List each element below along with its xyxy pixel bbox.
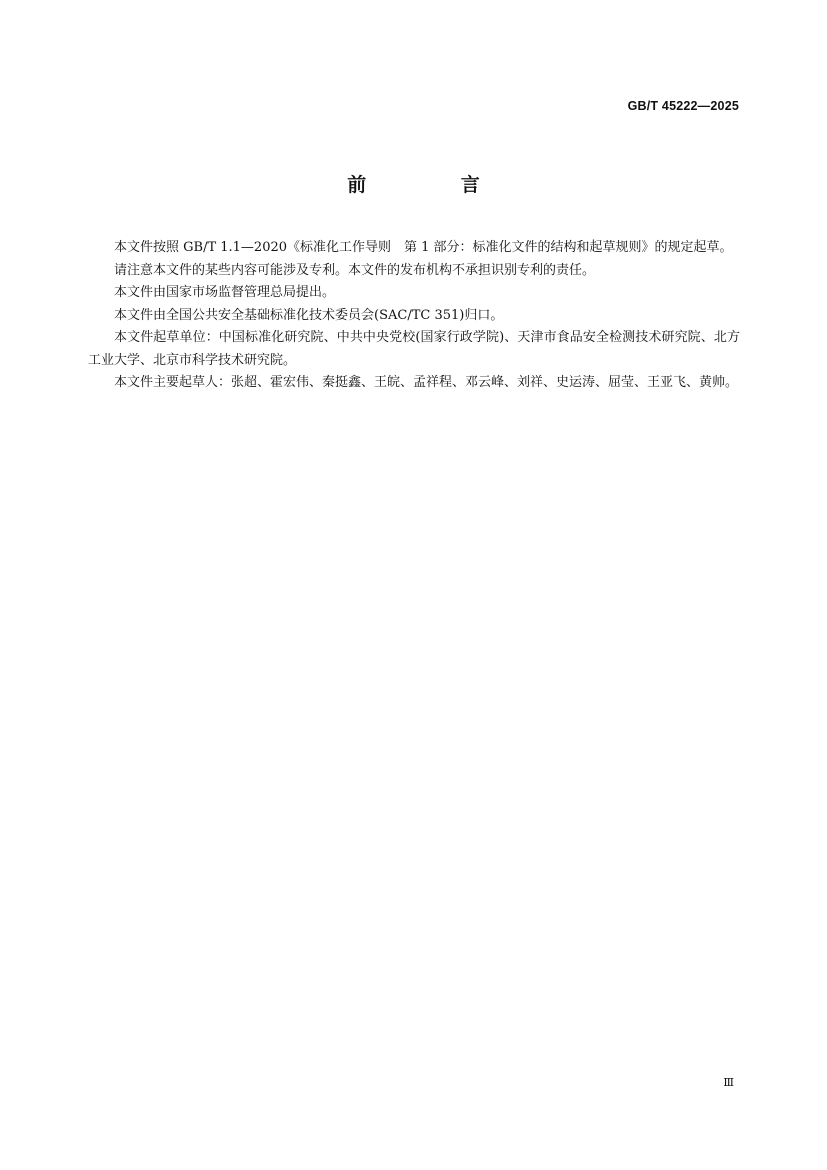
foreword-body	[88, 237, 740, 395]
paragraph-drafting-organizations: 本文件起草单位：中国标准化研究院、中共中央党校(国家行政学院)、天津市食品安全检测技术研究院、北方工业大学、北京市科学技术研究院。	[88, 330, 740, 368]
page-title: 前 言	[347, 174, 524, 196]
paragraph-drafting-rules: 本文件按照 GB/T 1.1—2020《标准化工作导则 第 1 部分：标准化文件的结构和起草规则》的规定起草。	[114, 240, 733, 255]
paragraph-main-drafters: 本文件主要起草人：张超、霍宏伟、秦挺鑫、王皖、孟祥程、邓云峰、刘祥、史运涛、屈莹、王亚飞、黄帅。	[114, 375, 739, 390]
page-number: Ⅲ	[723, 1076, 734, 1089]
standard-code: GB/T 45222—2025	[627, 99, 739, 113]
paragraph-proposer: 本文件由国家市场监督管理总局提出。	[114, 285, 336, 300]
paragraph-technical-committee: 本文件由全国公共安全基础标准化技术委员会(SAC/TC 351)归口。	[114, 307, 504, 323]
paragraph-patent-notice: 请注意本文件的某些内容可能涉及专利。本文件的发布机构不承担识别专利的责任。	[114, 262, 596, 278]
